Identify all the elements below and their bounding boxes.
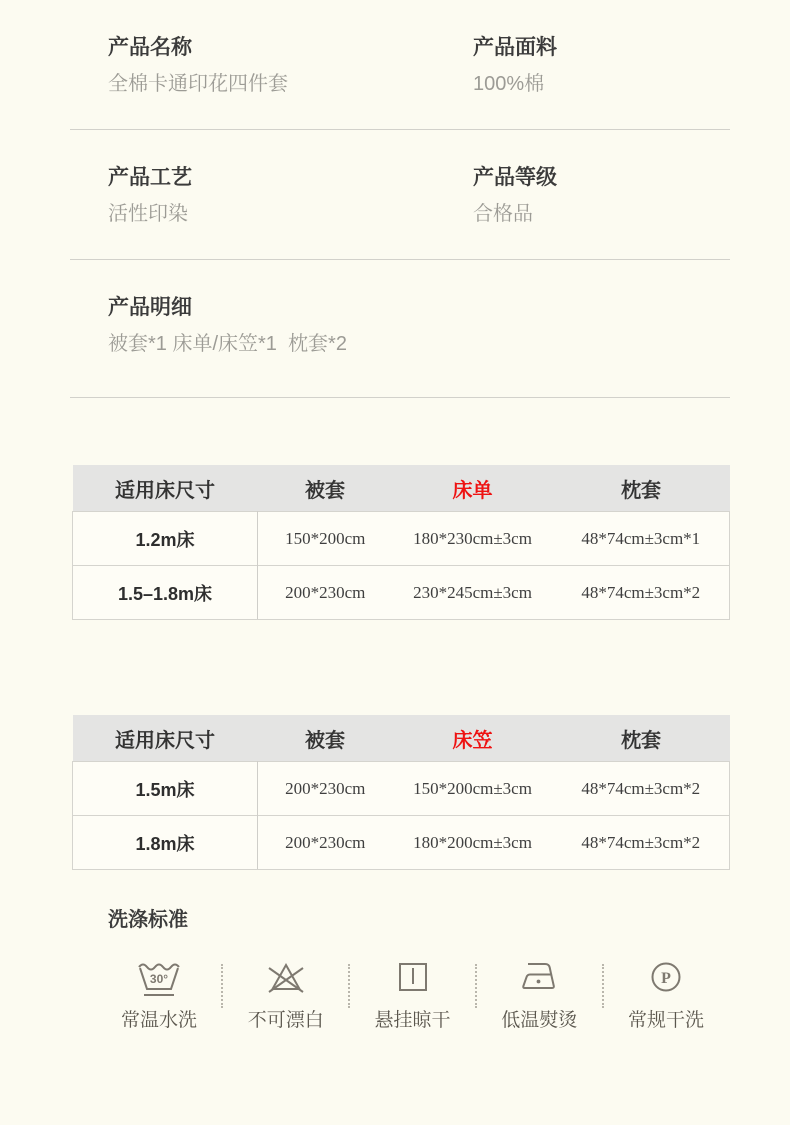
product-grade-value: 合格品 (473, 203, 533, 225)
bed-size-cell: 1.2m床 (73, 512, 258, 566)
pillowcase-cell: 48*74cm±3cm*1 (553, 512, 730, 566)
wash-item-label: 低温熨烫 (501, 1010, 578, 1031)
dotted-separator (475, 964, 477, 1008)
product-fabric-value: 100%棉 (473, 73, 545, 95)
table-header-row (73, 465, 730, 512)
wash-item-iron-low (485, 954, 593, 1032)
washing-standards-title: 洗涤标准 (108, 909, 188, 931)
table-row (73, 816, 730, 870)
header-fitted-sheet: 床笠 (393, 715, 553, 762)
wash-item-normal-temp (105, 954, 213, 1032)
size-table-sheet (72, 465, 730, 620)
hang-dry-icon (389, 954, 437, 1002)
dotted-separator (602, 964, 604, 1008)
wash-item-label: 悬挂晾干 (374, 1010, 451, 1031)
header-flat-sheet: 床单 (393, 465, 553, 512)
wash-item-label: 常温水洗 (120, 1010, 197, 1031)
header-bed-size: 适用床尺寸 (73, 715, 258, 762)
product-details-value: 被套*1 床单/床笠*1 枕套*2 (108, 333, 347, 355)
flat-sheet-cell: 230*245cm±3cm (393, 566, 553, 620)
no-bleach-icon (262, 954, 310, 1002)
table-row (73, 512, 730, 566)
dotted-separator (348, 964, 350, 1008)
svg-text:P: P (661, 970, 671, 987)
wash-item-dry-clean (612, 954, 720, 1032)
product-name-label: 产品名称 (108, 36, 192, 59)
product-craft-value: 活性印染 (108, 203, 188, 225)
header-pillowcase: 枕套 (553, 465, 730, 512)
wash-item-no-bleach (232, 954, 340, 1032)
header-duvet-cover: 被套 (258, 715, 393, 762)
product-fabric-pair (473, 33, 730, 98)
wash-item-hang-dry (359, 954, 467, 1032)
bed-size-cell: 1.8m床 (73, 816, 258, 870)
product-details-pair (108, 293, 730, 358)
bed-size-cell: 1.5m床 (73, 762, 258, 816)
section-details (70, 260, 730, 397)
duvet-cover-cell: 150*200cm (258, 512, 393, 566)
duvet-cover-cell: 200*230cm (258, 816, 393, 870)
wash-item-label: 不可漂白 (247, 1010, 324, 1031)
section-craft-grade (70, 130, 730, 259)
product-name-pair (108, 33, 473, 98)
pillowcase-cell: 48*74cm±3cm*2 (553, 566, 730, 620)
section-divider (70, 397, 730, 398)
dry-clean-p-icon (642, 954, 690, 1002)
table-row (73, 566, 730, 620)
product-grade-pair (473, 163, 730, 228)
wash-30-icon (135, 954, 183, 1002)
header-duvet-cover: 被套 (258, 465, 393, 512)
product-craft-label: 产品工艺 (108, 166, 192, 189)
duvet-cover-cell: 200*230cm (258, 566, 393, 620)
product-spec-page (70, 0, 730, 1032)
header-bed-size: 适用床尺寸 (73, 465, 258, 512)
section-name-fabric (70, 0, 730, 129)
wash-item-label: 常规干洗 (627, 1010, 704, 1031)
flat-sheet-cell: 180*230cm±3cm (393, 512, 553, 566)
product-details-label: 产品明细 (108, 296, 192, 319)
washing-icons-strip (105, 954, 720, 1032)
header-pillowcase: 枕套 (553, 715, 730, 762)
table-header-row (73, 715, 730, 762)
fitted-sheet-cell: 150*200cm±3cm (393, 762, 553, 816)
pillowcase-cell: 48*74cm±3cm*2 (553, 816, 730, 870)
product-craft-pair (108, 163, 473, 228)
product-name-value: 全棉卡通印花四件套 (108, 73, 288, 95)
dotted-separator (221, 964, 223, 1008)
size-table-fitted-sheet (72, 715, 730, 870)
table-row (73, 762, 730, 816)
bed-size-cell: 1.5–1.8m床 (73, 566, 258, 620)
product-fabric-label: 产品面料 (473, 36, 557, 59)
pillowcase-cell: 48*74cm±3cm*2 (553, 762, 730, 816)
svg-text:30°: 30° (149, 972, 169, 986)
duvet-cover-cell: 200*230cm (258, 762, 393, 816)
fitted-sheet-cell: 180*200cm±3cm (393, 816, 553, 870)
product-grade-label: 产品等级 (473, 166, 557, 189)
iron-low-temp-icon (515, 954, 563, 1002)
